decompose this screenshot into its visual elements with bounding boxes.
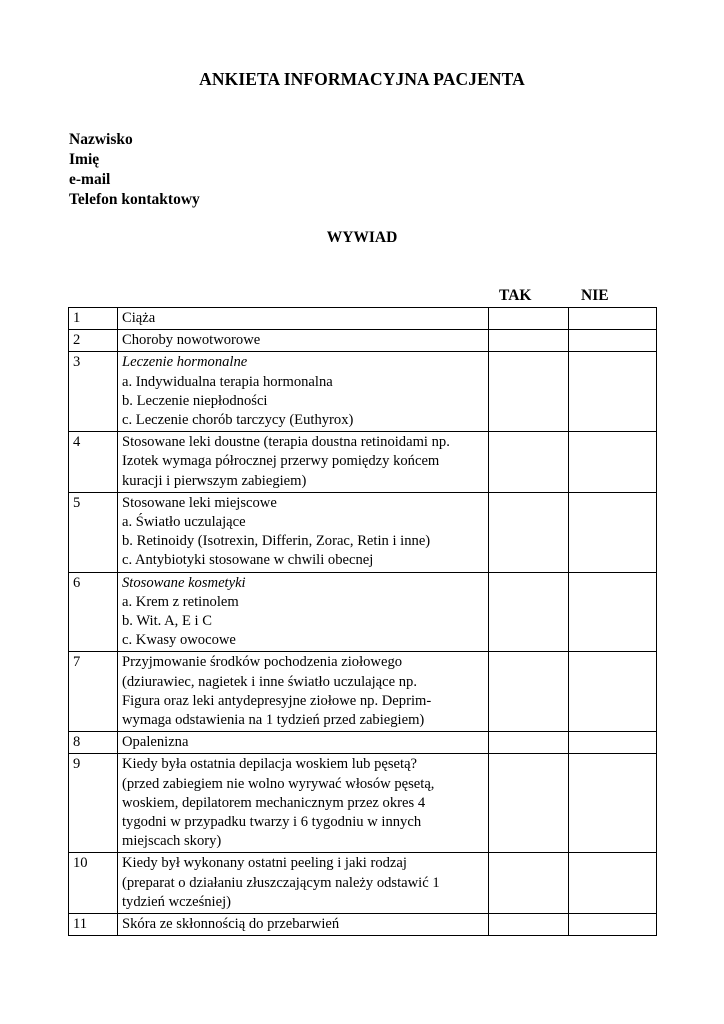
answer-yes-cell[interactable] [489,432,569,493]
question-line: c. Leczenie chorób tarczycy (Euthyrox) [122,412,354,429]
row-number: 4 [69,432,118,493]
answer-yes-cell[interactable] [489,352,569,432]
question-line: Stosowane leki miejscowe [122,494,277,511]
question-line: Przyjmowanie środków pochodzenia ziołowego [122,654,403,671]
field-label-email: e-mail [69,171,111,188]
question-line: tydzień wcześniej) [122,893,231,910]
table-row [69,754,657,853]
row-number: 1 [69,308,118,330]
answer-no-cell[interactable] [569,432,657,493]
table-row [69,432,657,493]
row-number: 3 [69,352,118,432]
question-cell [118,330,489,352]
question-cell [118,853,489,914]
question-line: Opalenizna [122,734,189,751]
question-line: c. Kwasy owocowe [122,632,236,649]
question-cell [118,914,489,936]
table-row [69,853,657,914]
answer-yes-cell[interactable] [489,492,569,572]
row-number: 6 [69,572,118,652]
patient-fields [69,130,200,210]
row-number: 7 [69,652,118,732]
answer-yes-cell[interactable] [489,853,569,914]
answer-yes-cell[interactable] [489,754,569,853]
question-line: b. Retinoidy (Isotrexin, Differin, Zorac, Retin i inne) [122,533,431,550]
survey-table-body [69,308,657,936]
question-cell [118,432,489,493]
question-cell [118,754,489,853]
question-line: Skóra ze skłonnością do przebarwień [122,916,340,933]
question-line: (preparat o działaniu złuszczającym należy odstawić 1 [122,874,440,891]
section-title-text: WYWIAD [326,229,398,246]
question-line: Kiedy był wykonany ostatni peeling i jaki rodzaj [122,855,407,872]
question-line: a. Indywidualna terapia hormonalna [122,373,333,390]
table-row [69,732,657,754]
question-line: Ciąża [122,310,156,326]
answer-no-cell[interactable] [569,754,657,853]
column-header-yes: TAK [499,287,532,304]
row-number: 8 [69,732,118,754]
table-row [69,572,657,652]
question-line: Kiedy była ostatnia depilacja woskiem lub pęsetą? [122,756,418,773]
section-title [0,229,724,247]
question-line: wymaga odstawienia na 1 tydzień przed zabiegiem) [122,712,425,729]
field-label-surname: Nazwisko [69,131,133,148]
question-line: Leczenie hormonalne [122,354,248,371]
answer-no-cell[interactable] [569,308,657,330]
question-line: (dziurawiec, nagietek i inne światło uczulające np. [122,673,417,690]
field-label-phone: Telefon kontaktowy [69,191,200,208]
table-row [69,652,657,732]
answer-no-cell[interactable] [569,652,657,732]
question-cell [118,308,489,330]
question-line: miejscach skory) [122,833,222,850]
answer-no-cell[interactable] [569,492,657,572]
question-line: a. Krem z retinolem [122,593,239,610]
row-number: 2 [69,330,118,352]
question-line: b. Wit. A, E i C [122,613,212,630]
answer-yes-cell[interactable] [489,308,569,330]
question-line: Figura oraz leki antydepresyjne ziołowe np. Deprim- [122,692,432,709]
answer-yes-cell[interactable] [489,330,569,352]
question-line: kuracji i pierwszym zabiegiem) [122,472,307,489]
row-number: 5 [69,492,118,572]
answer-no-cell[interactable] [569,330,657,352]
answer-yes-cell[interactable] [489,572,569,652]
answer-yes-cell[interactable] [489,652,569,732]
column-header-no: NIE [581,287,609,304]
answer-yes-cell[interactable] [489,732,569,754]
question-line: woskiem, depilatorem mechanicznym przez okres 4 [122,794,426,811]
question-line: Choroby nowotworowe [122,332,261,349]
question-line: Stosowane kosmetyki [122,574,246,591]
question-line: b. Leczenie niepłodności [122,392,268,409]
document-title: ANKIETA INFORMACYJNA PACJENTA [199,69,525,89]
question-line: a. Światło uczulające [122,514,246,531]
row-number: 10 [69,853,118,914]
question-cell [118,652,489,732]
table-row [69,492,657,572]
question-line: (przed zabiegiem nie wolno wyrywać włosów pęsetą, [122,775,435,792]
row-number: 9 [69,754,118,853]
table-row [69,330,657,352]
row-number: 11 [69,914,118,936]
page-bottom-margin [0,950,724,1024]
answer-yes-cell[interactable] [489,914,569,936]
answer-no-cell[interactable] [569,853,657,914]
answer-no-cell[interactable] [569,732,657,754]
question-line: tygodni w przypadku twarzy i 6 tygodniu w innych [122,814,422,831]
question-cell [118,572,489,652]
survey-table [68,307,657,936]
table-row [69,352,657,432]
question-line: c. Antybiotyki stosowane w chwili obecnej [122,552,374,569]
field-label-first-name: Imię [69,151,100,168]
question-cell [118,352,489,432]
answer-no-cell[interactable] [569,914,657,936]
question-cell [118,492,489,572]
question-line: Izotek wymaga półrocznej przerwy pomiędzy końcem [122,453,440,470]
table-row [69,914,657,936]
answer-no-cell[interactable] [569,572,657,652]
table-row [69,308,657,330]
question-cell [118,732,489,754]
question-line: Stosowane leki doustne (terapia doustna retinoidami np. [122,434,450,451]
answer-no-cell[interactable] [569,352,657,432]
